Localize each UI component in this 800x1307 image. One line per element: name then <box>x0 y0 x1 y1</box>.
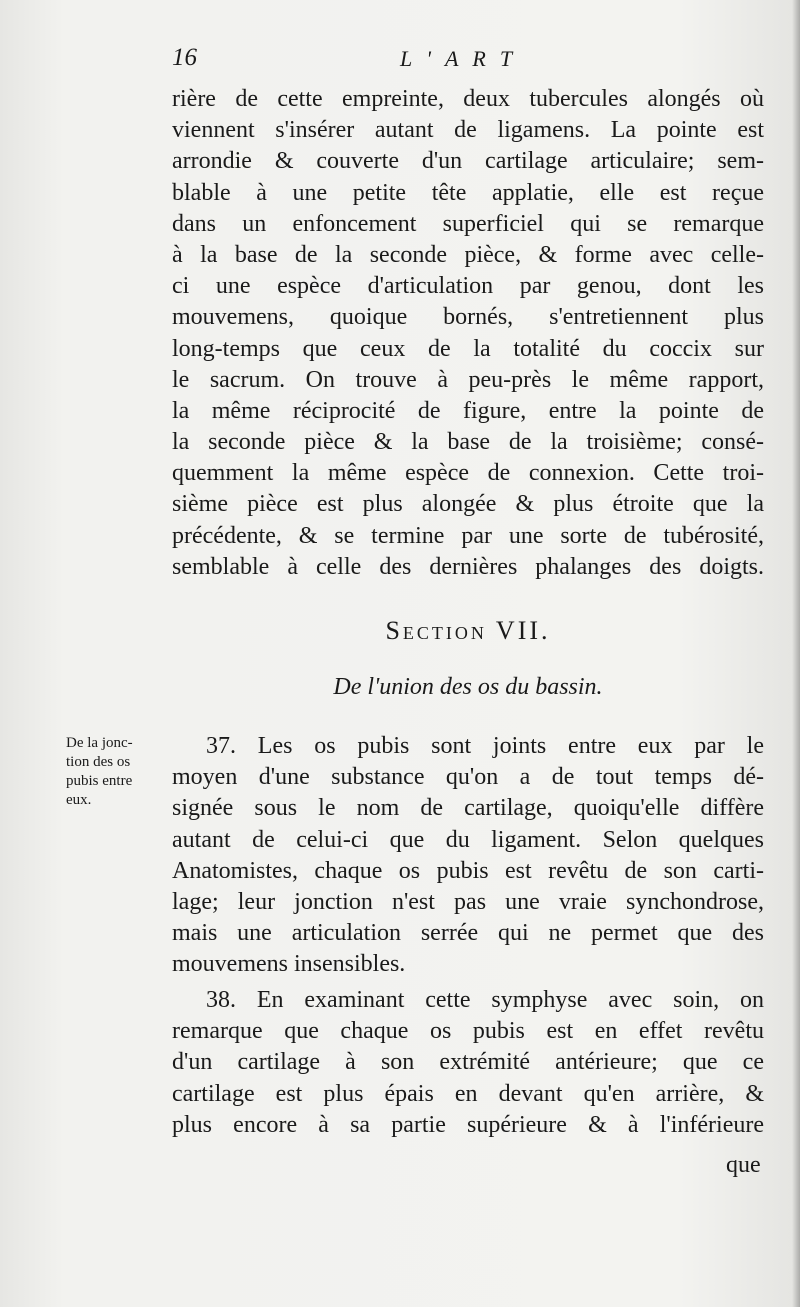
text-line: Anatomistes, chaque os pubis est revêtu de son carti- <box>172 857 764 884</box>
text-line: mouvemens, quoique bornés, s'entretiennent plus <box>172 304 764 331</box>
text-line: sième pièce est plus alongée & plus étroite que la <box>172 491 764 518</box>
running-head: L'ART <box>400 46 527 71</box>
page-edge-shadow <box>792 0 800 1307</box>
page-number: 16 <box>172 44 197 71</box>
text-line: viennent s'insérer autant de ligamens. La pointe est <box>172 117 764 144</box>
section-subheading: De l'union des os du bassin. <box>333 674 603 700</box>
text-line: ci une espèce d'articulation par genou, dont les <box>172 273 764 300</box>
text-line: signée sous le nom de cartilage, quoiqu'elle diffère <box>172 795 764 822</box>
text-line: rière de cette empreinte, deux tubercules alongés où <box>172 86 764 112</box>
text-line: mais une articulation serrée qui ne permet que des <box>172 920 764 947</box>
text-line: arrondie & couverte d'un cartilage articulaire; sem- <box>172 148 764 175</box>
text-line: remarque que chaque os pubis est en effet revêtu <box>172 1018 764 1045</box>
body-text-block <box>172 84 764 583</box>
text-line: d'un cartilage à son extrémité antérieure; que ce <box>172 1049 764 1076</box>
text-line: le sacrum. On trouve à peu-près le même rapport, <box>172 366 764 393</box>
margin-note-line: De la jonc- <box>66 735 133 751</box>
text-line: précédente, & se termine par une sorte de tubérosité, <box>172 522 764 549</box>
text-line: à la base de la seconde pièce, & forme avec celle- <box>172 241 764 268</box>
text-line: semblable à celle des dernières phalanges des doigts. <box>172 553 764 580</box>
margin-note-line: tion des os <box>66 754 131 770</box>
text-line: cartilage est plus épais en devant qu'en arrière, & <box>172 1080 764 1107</box>
margin-note-line: eux. <box>66 792 92 808</box>
text-line: lage; leur jonction n'est pas une vraie synchondrose, <box>172 888 764 915</box>
text-line: 37. Les os pubis sont joints entre eux par le <box>206 733 764 759</box>
paragraph-38 <box>172 985 764 1141</box>
text-line: la seconde pièce & la base de la troisième; consé- <box>172 429 764 456</box>
margin-note <box>66 734 176 810</box>
text-line: dans un enfoncement superficiel qui se remarque <box>172 210 764 237</box>
text-line: quemment la même espèce de connexion. Cette troi- <box>172 460 764 487</box>
text-line: 38. En examinant cette symphyse avec soin, on <box>206 987 764 1013</box>
text-line: la même réciprocité de figure, entre la pointe de <box>172 397 764 424</box>
text-line: plus encore à sa partie supérieure & à l'inférieure <box>172 1111 764 1138</box>
page-header <box>172 44 762 80</box>
text-line: long-temps que ceux de la totalité du coccix sur <box>172 335 764 362</box>
text-line: mouvemens insensibles. <box>172 951 406 978</box>
text-line: blable à une petite tête applatie, elle est reçue <box>172 179 764 206</box>
text-line: moyen d'une substance qu'on a de tout temps dé- <box>172 764 764 791</box>
section-heading: Section VII. <box>385 616 551 645</box>
catchword: que <box>726 1152 761 1178</box>
margin-note-line: pubis entre <box>66 773 133 789</box>
paragraph-37 <box>172 731 764 981</box>
text-line: autant de celui-ci que du ligament. Selon quelques <box>172 826 764 853</box>
